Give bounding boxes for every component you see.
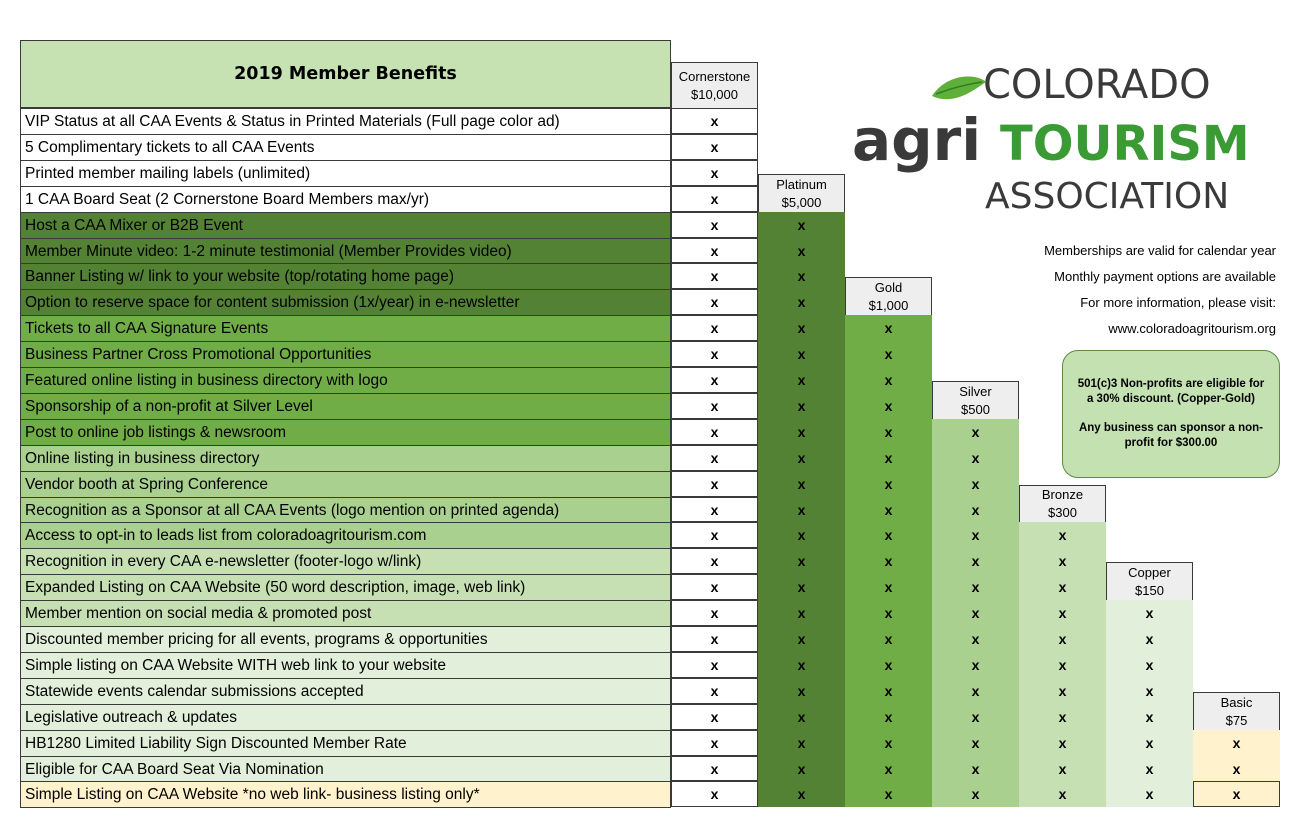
- benefit-mark: x: [797, 450, 806, 466]
- benefit-label: Expanded Listing on CAA Website (50 word description, image, web link): [20, 574, 671, 601]
- benefit-label: Business Partner Cross Promotional Opportunities: [20, 341, 671, 368]
- benefit-mark: x: [884, 760, 893, 777]
- benefit-mark: x: [671, 548, 758, 574]
- benefit-label: HB1280 Limited Liability Sign Discounted Member Rate: [20, 730, 671, 757]
- benefit-mark: x: [671, 471, 758, 497]
- benefit-mark: x: [1145, 786, 1154, 802]
- tier-name: Basic: [1220, 694, 1253, 710]
- benefit-mark: x: [971, 786, 980, 802]
- benefit-mark: x: [1145, 605, 1154, 621]
- benefit-mark: x: [971, 760, 980, 777]
- tier-name: Cornerstone: [678, 68, 751, 84]
- benefit-mark: x: [671, 160, 758, 186]
- leaf-icon: [932, 77, 986, 100]
- benefit-mark: x: [971, 657, 980, 673]
- benefit-label: Statewide events calendar submissions accepted: [20, 678, 671, 705]
- info-calendar-year: Memberships are valid for calendar year: [1044, 243, 1276, 258]
- tier-name: Gold: [874, 279, 903, 295]
- benefit-label: Featured online listing in business directory with logo: [20, 367, 671, 394]
- benefit-label: Recognition as a Sponsor at all CAA Events (logo mention on printed agenda): [20, 497, 671, 523]
- benefit-label: Tickets to all CAA Signature Events: [20, 315, 671, 342]
- benefit-mark: x: [797, 268, 806, 284]
- benefit-mark: x: [1058, 786, 1067, 802]
- benefit-mark: x: [797, 501, 806, 518]
- benefit-mark: x: [1145, 683, 1154, 699]
- benefit-mark: x: [971, 424, 980, 440]
- benefit-mark: x: [671, 186, 758, 212]
- tier-price: $10,000: [691, 86, 738, 102]
- benefit-mark: x: [671, 497, 758, 522]
- benefit-mark: x: [971, 450, 980, 466]
- benefit-mark: x: [671, 367, 758, 393]
- benefit-mark: x: [671, 419, 758, 445]
- benefit-mark: x: [1145, 735, 1154, 751]
- benefit-mark: x: [797, 476, 806, 492]
- benefit-mark: x: [971, 476, 980, 492]
- tier-header-silver: [932, 381, 1019, 420]
- benefit-mark: x: [971, 605, 980, 621]
- benefit-mark: x: [797, 294, 806, 310]
- benefit-mark: x: [671, 756, 758, 781]
- benefit-mark: x: [971, 527, 980, 543]
- benefit-mark: x: [971, 735, 980, 751]
- benefit-mark: x: [671, 289, 758, 315]
- benefit-label: Eligible for CAA Board Seat Via Nomination: [20, 756, 671, 782]
- benefit-mark: x: [797, 372, 806, 388]
- benefit-mark: x: [671, 704, 758, 730]
- logo-line3: ASSOCIATION: [985, 176, 1230, 217]
- benefit-mark: x: [797, 631, 806, 647]
- info-payment-options: Monthly payment options are available: [1054, 269, 1276, 284]
- benefit-mark: x: [671, 522, 758, 548]
- tier-name: Bronze: [1041, 487, 1084, 502]
- tier-name: Copper: [1128, 564, 1171, 580]
- nonprofit-discount-text: 501(c)3 Non-profits are eligible for a 30% discount. (Copper-Gold): [1077, 378, 1265, 405]
- benefit-mark: x: [671, 393, 758, 419]
- benefit-mark: x: [1193, 781, 1280, 807]
- benefit-mark: x: [1058, 657, 1067, 673]
- tier-header-cornerstone: [671, 62, 758, 109]
- benefit-mark: x: [671, 678, 758, 704]
- tier-header-gold: [845, 277, 932, 316]
- benefit-mark: x: [797, 553, 806, 569]
- tier-price: $1,000: [868, 297, 909, 313]
- benefit-mark: x: [797, 527, 806, 543]
- benefit-label: Online listing in business directory: [20, 445, 671, 472]
- benefit-mark: x: [671, 652, 758, 678]
- logo-line1: COLORADO: [983, 62, 1211, 108]
- page-title: 2019 Member Benefits: [20, 40, 671, 108]
- benefit-mark: x: [671, 212, 758, 238]
- benefit-label: Simple listing on CAA Website WITH web link to your website: [20, 652, 671, 679]
- benefit-mark: x: [884, 709, 893, 725]
- benefit-mark: x: [884, 476, 893, 492]
- caa-logo: [850, 58, 1290, 218]
- tier-name: Silver: [959, 383, 992, 399]
- benefit-mark: x: [671, 238, 758, 263]
- benefit-mark: x: [671, 341, 758, 367]
- benefit-mark: x: [797, 320, 806, 336]
- benefit-mark: x: [884, 683, 893, 699]
- benefit-mark: x: [1145, 657, 1154, 673]
- nonprofit-discount-box: [1062, 350, 1280, 478]
- benefit-label: Vendor booth at Spring Conference: [20, 471, 671, 498]
- benefit-mark: x: [671, 108, 758, 134]
- benefit-mark: x: [797, 657, 806, 673]
- benefit-mark: x: [1145, 760, 1154, 777]
- tier-price: $5,000: [781, 194, 822, 210]
- benefit-mark: x: [884, 657, 893, 673]
- benefit-mark: x: [884, 320, 893, 336]
- benefit-mark: x: [884, 398, 893, 414]
- benefit-label: Access to opt-in to leads list from coloradoagritourism.com: [20, 522, 671, 549]
- benefit-mark: x: [1058, 631, 1067, 647]
- benefit-label: Option to reserve space for content submission (1x/year) in e-newsletter: [20, 289, 671, 316]
- benefit-mark: x: [971, 579, 980, 595]
- benefit-label: 1 CAA Board Seat (2 Cornerstone Board Members max/yr): [20, 186, 671, 213]
- benefit-mark: x: [797, 217, 806, 233]
- benefit-mark: x: [797, 735, 806, 751]
- benefit-mark: x: [971, 709, 980, 725]
- benefit-mark: x: [1058, 735, 1067, 751]
- benefit-mark: x: [1232, 760, 1241, 777]
- benefit-label: Discounted member pricing for all events, programs & opportunities: [20, 626, 671, 653]
- benefit-mark: x: [671, 263, 758, 289]
- benefit-mark: x: [971, 501, 980, 518]
- benefit-mark: x: [1058, 527, 1067, 543]
- logo-graphic: [850, 58, 1290, 218]
- benefit-mark: x: [797, 786, 806, 802]
- benefit-mark: x: [971, 683, 980, 699]
- benefit-mark: x: [797, 709, 806, 725]
- benefit-mark: x: [797, 579, 806, 595]
- benefit-mark: x: [884, 527, 893, 543]
- tier-name: Platinum: [776, 176, 827, 192]
- tier-price: $300: [1048, 505, 1077, 520]
- benefit-label: 5 Complimentary tickets to all CAA Events: [20, 134, 671, 161]
- benefit-mark: x: [1058, 553, 1067, 569]
- logo-agri: agri: [852, 106, 982, 174]
- benefit-mark: x: [884, 372, 893, 388]
- benefit-mark: x: [671, 134, 758, 160]
- benefit-mark: x: [1058, 760, 1067, 777]
- benefit-mark: x: [671, 730, 758, 756]
- benefit-mark: x: [671, 574, 758, 600]
- benefit-mark: x: [884, 631, 893, 647]
- benefit-label: Banner Listing w/ link to your website (top/rotating home page): [20, 263, 671, 290]
- benefit-mark: x: [671, 781, 758, 807]
- benefit-mark: x: [1058, 709, 1067, 725]
- benefit-mark: x: [797, 242, 806, 259]
- benefit-mark: x: [1058, 683, 1067, 699]
- benefit-mark: x: [884, 786, 893, 802]
- benefit-mark: x: [884, 553, 893, 569]
- benefit-mark: x: [884, 450, 893, 466]
- benefit-label: Sponsorship of a non-profit at Silver Level: [20, 393, 671, 420]
- benefit-label: VIP Status at all CAA Events & Status in Printed Materials (Full page color ad): [20, 108, 671, 135]
- benefit-mark: x: [1058, 579, 1067, 595]
- benefit-mark: x: [1058, 605, 1067, 621]
- benefit-label: Recognition in every CAA e-newsletter (footer-logo w/link): [20, 548, 671, 575]
- benefit-label: Member Minute video: 1-2 minute testimonial (Member Provides video): [20, 238, 671, 264]
- benefit-mark: x: [1145, 631, 1154, 647]
- benefit-label: Post to online job listings & newsroom: [20, 419, 671, 446]
- benefit-mark: x: [1232, 735, 1241, 751]
- nonprofit-sponsor-text: Any business can sponsor a non-profit for $300.00: [1078, 422, 1264, 449]
- logo-tourism: TOURISM: [1000, 116, 1250, 172]
- benefit-mark: x: [671, 315, 758, 341]
- benefit-mark: x: [671, 626, 758, 652]
- tier-header-copper: [1106, 562, 1193, 601]
- benefit-mark: x: [1145, 709, 1154, 725]
- benefit-mark: x: [671, 600, 758, 626]
- tier-price: $75: [1225, 712, 1248, 728]
- benefit-mark: x: [884, 424, 893, 440]
- benefit-mark: x: [797, 398, 806, 414]
- benefit-mark: x: [671, 445, 758, 471]
- benefit-label: Member mention on social media & promoted post: [20, 600, 671, 627]
- benefit-mark: x: [884, 579, 893, 595]
- benefit-mark: x: [884, 501, 893, 518]
- benefit-mark: x: [971, 553, 980, 569]
- benefit-mark: x: [971, 631, 980, 647]
- info-more-information: For more information, please visit:: [1080, 295, 1276, 310]
- benefit-mark: x: [797, 605, 806, 621]
- benefit-mark: x: [797, 424, 806, 440]
- benefit-mark: x: [884, 346, 893, 362]
- benefit-mark: x: [884, 735, 893, 751]
- benefit-label: Printed member mailing labels (unlimited): [20, 160, 671, 187]
- benefit-label: Simple Listing on CAA Website *no web link- business listing only*: [20, 781, 671, 808]
- benefit-mark: x: [797, 346, 806, 362]
- tier-header-platinum: [758, 174, 845, 213]
- tier-price: $150: [1135, 582, 1164, 598]
- benefit-mark: x: [797, 683, 806, 699]
- benefit-label: Host a CAA Mixer or B2B Event: [20, 212, 671, 239]
- benefit-mark: x: [797, 760, 806, 777]
- benefit-label: Legislative outreach & updates: [20, 704, 671, 731]
- tier-price: $500: [961, 401, 990, 417]
- tier-header-basic: [1193, 692, 1280, 731]
- benefit-mark: x: [884, 605, 893, 621]
- tier-header-bronze: [1019, 485, 1106, 523]
- info-website-link[interactable]: www.coloradoagritourism.org: [1108, 321, 1276, 336]
